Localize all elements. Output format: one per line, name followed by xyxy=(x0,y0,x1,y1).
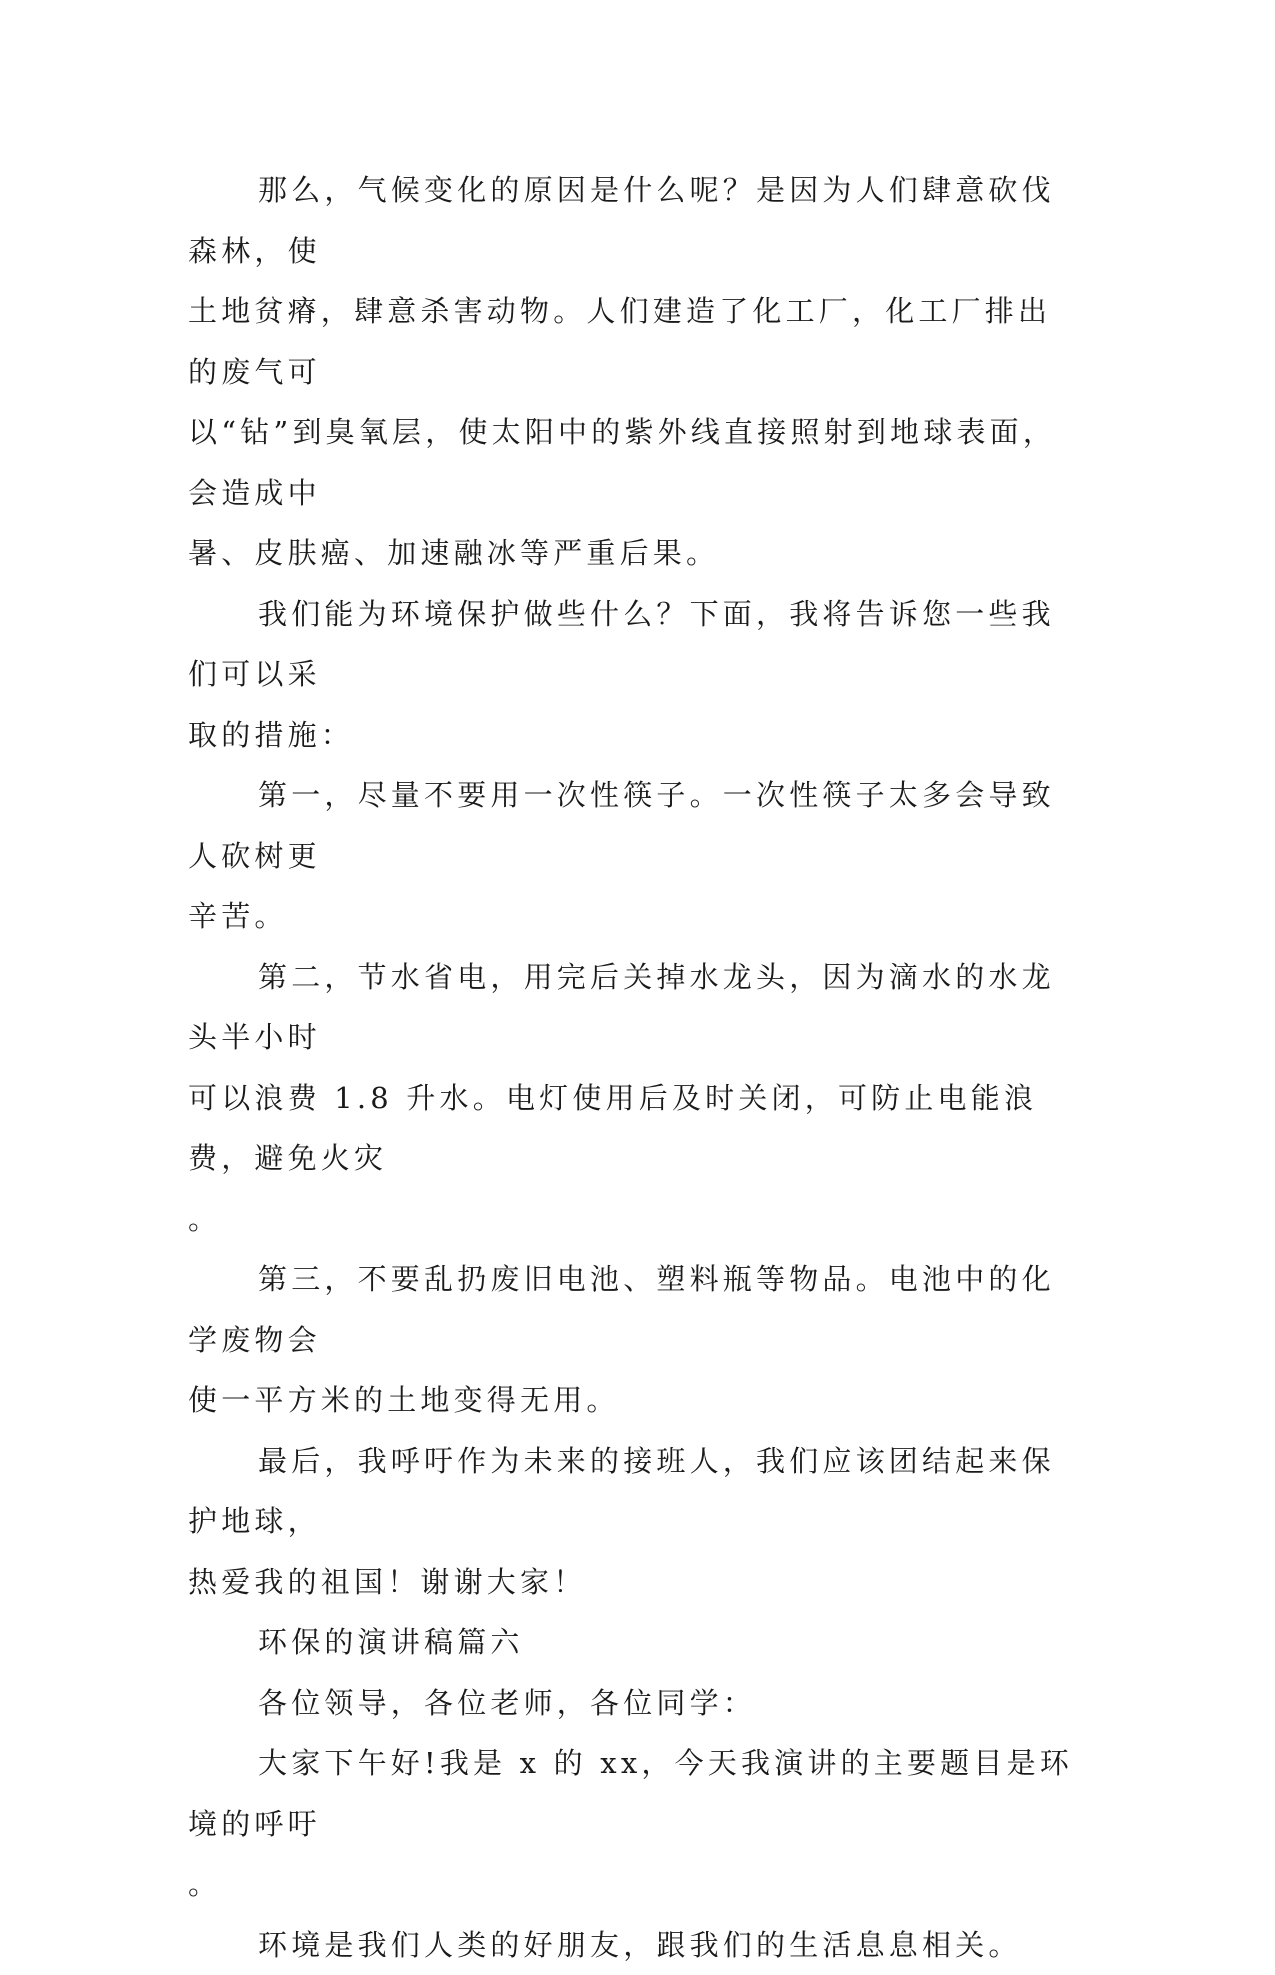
paragraph-greeting: 大家下午好!我是 x 的 xx，今天我演讲的主要题目是环境的呼吁 。 xyxy=(188,1733,1078,1915)
paragraph-what-can-we-do: 我们能为环境保护做些什么？下面，我将告诉您一些我们可以采 取的措施： xyxy=(188,584,1078,766)
paragraph-second-measure: 第二，节水省电，用完后关掉水龙头，因为滴水的水龙头半小时 可以浪费 1.8 升水。电灯使用后及时关闭，可防止电能浪费，避免火灾 。 xyxy=(188,947,1078,1250)
section-heading: 环保的演讲稿篇六 xyxy=(188,1612,1078,1673)
paragraph-salutation: 各位领导，各位老师，各位同学： xyxy=(188,1673,1078,1734)
paragraph-first-measure: 第一，尽量不要用一次性筷子。一次性筷子太多会导致人砍树更 辛苦。 xyxy=(188,765,1078,947)
paragraph-environment-friend: 环境是我们人类的好朋友，跟我们的生活息息相关。 xyxy=(188,1915,1078,1975)
paragraph-closing-appeal: 最后，我呼吁作为未来的接班人，我们应该团结起来保护地球， 热爱我的祖国！谢谢大家！ xyxy=(188,1431,1078,1613)
document-body xyxy=(188,160,1078,1975)
paragraph-third-measure: 第三，不要乱扔废旧电池、塑料瓶等物品。电池中的化学废物会 使一平方米的土地变得无用。 xyxy=(188,1249,1078,1431)
paragraph-climate-causes: 那么，气候变化的原因是什么呢？是因为人们肆意砍伐森林，使 土地贫瘠，肆意杀害动物。人们建造了化工厂，化工厂排出的废气可 以“钻”到臭氧层，使太阳中的紫外线直接照射到地球表面，会造成中 暑、皮肤癌、加速融冰等严重后果。 xyxy=(188,160,1078,584)
